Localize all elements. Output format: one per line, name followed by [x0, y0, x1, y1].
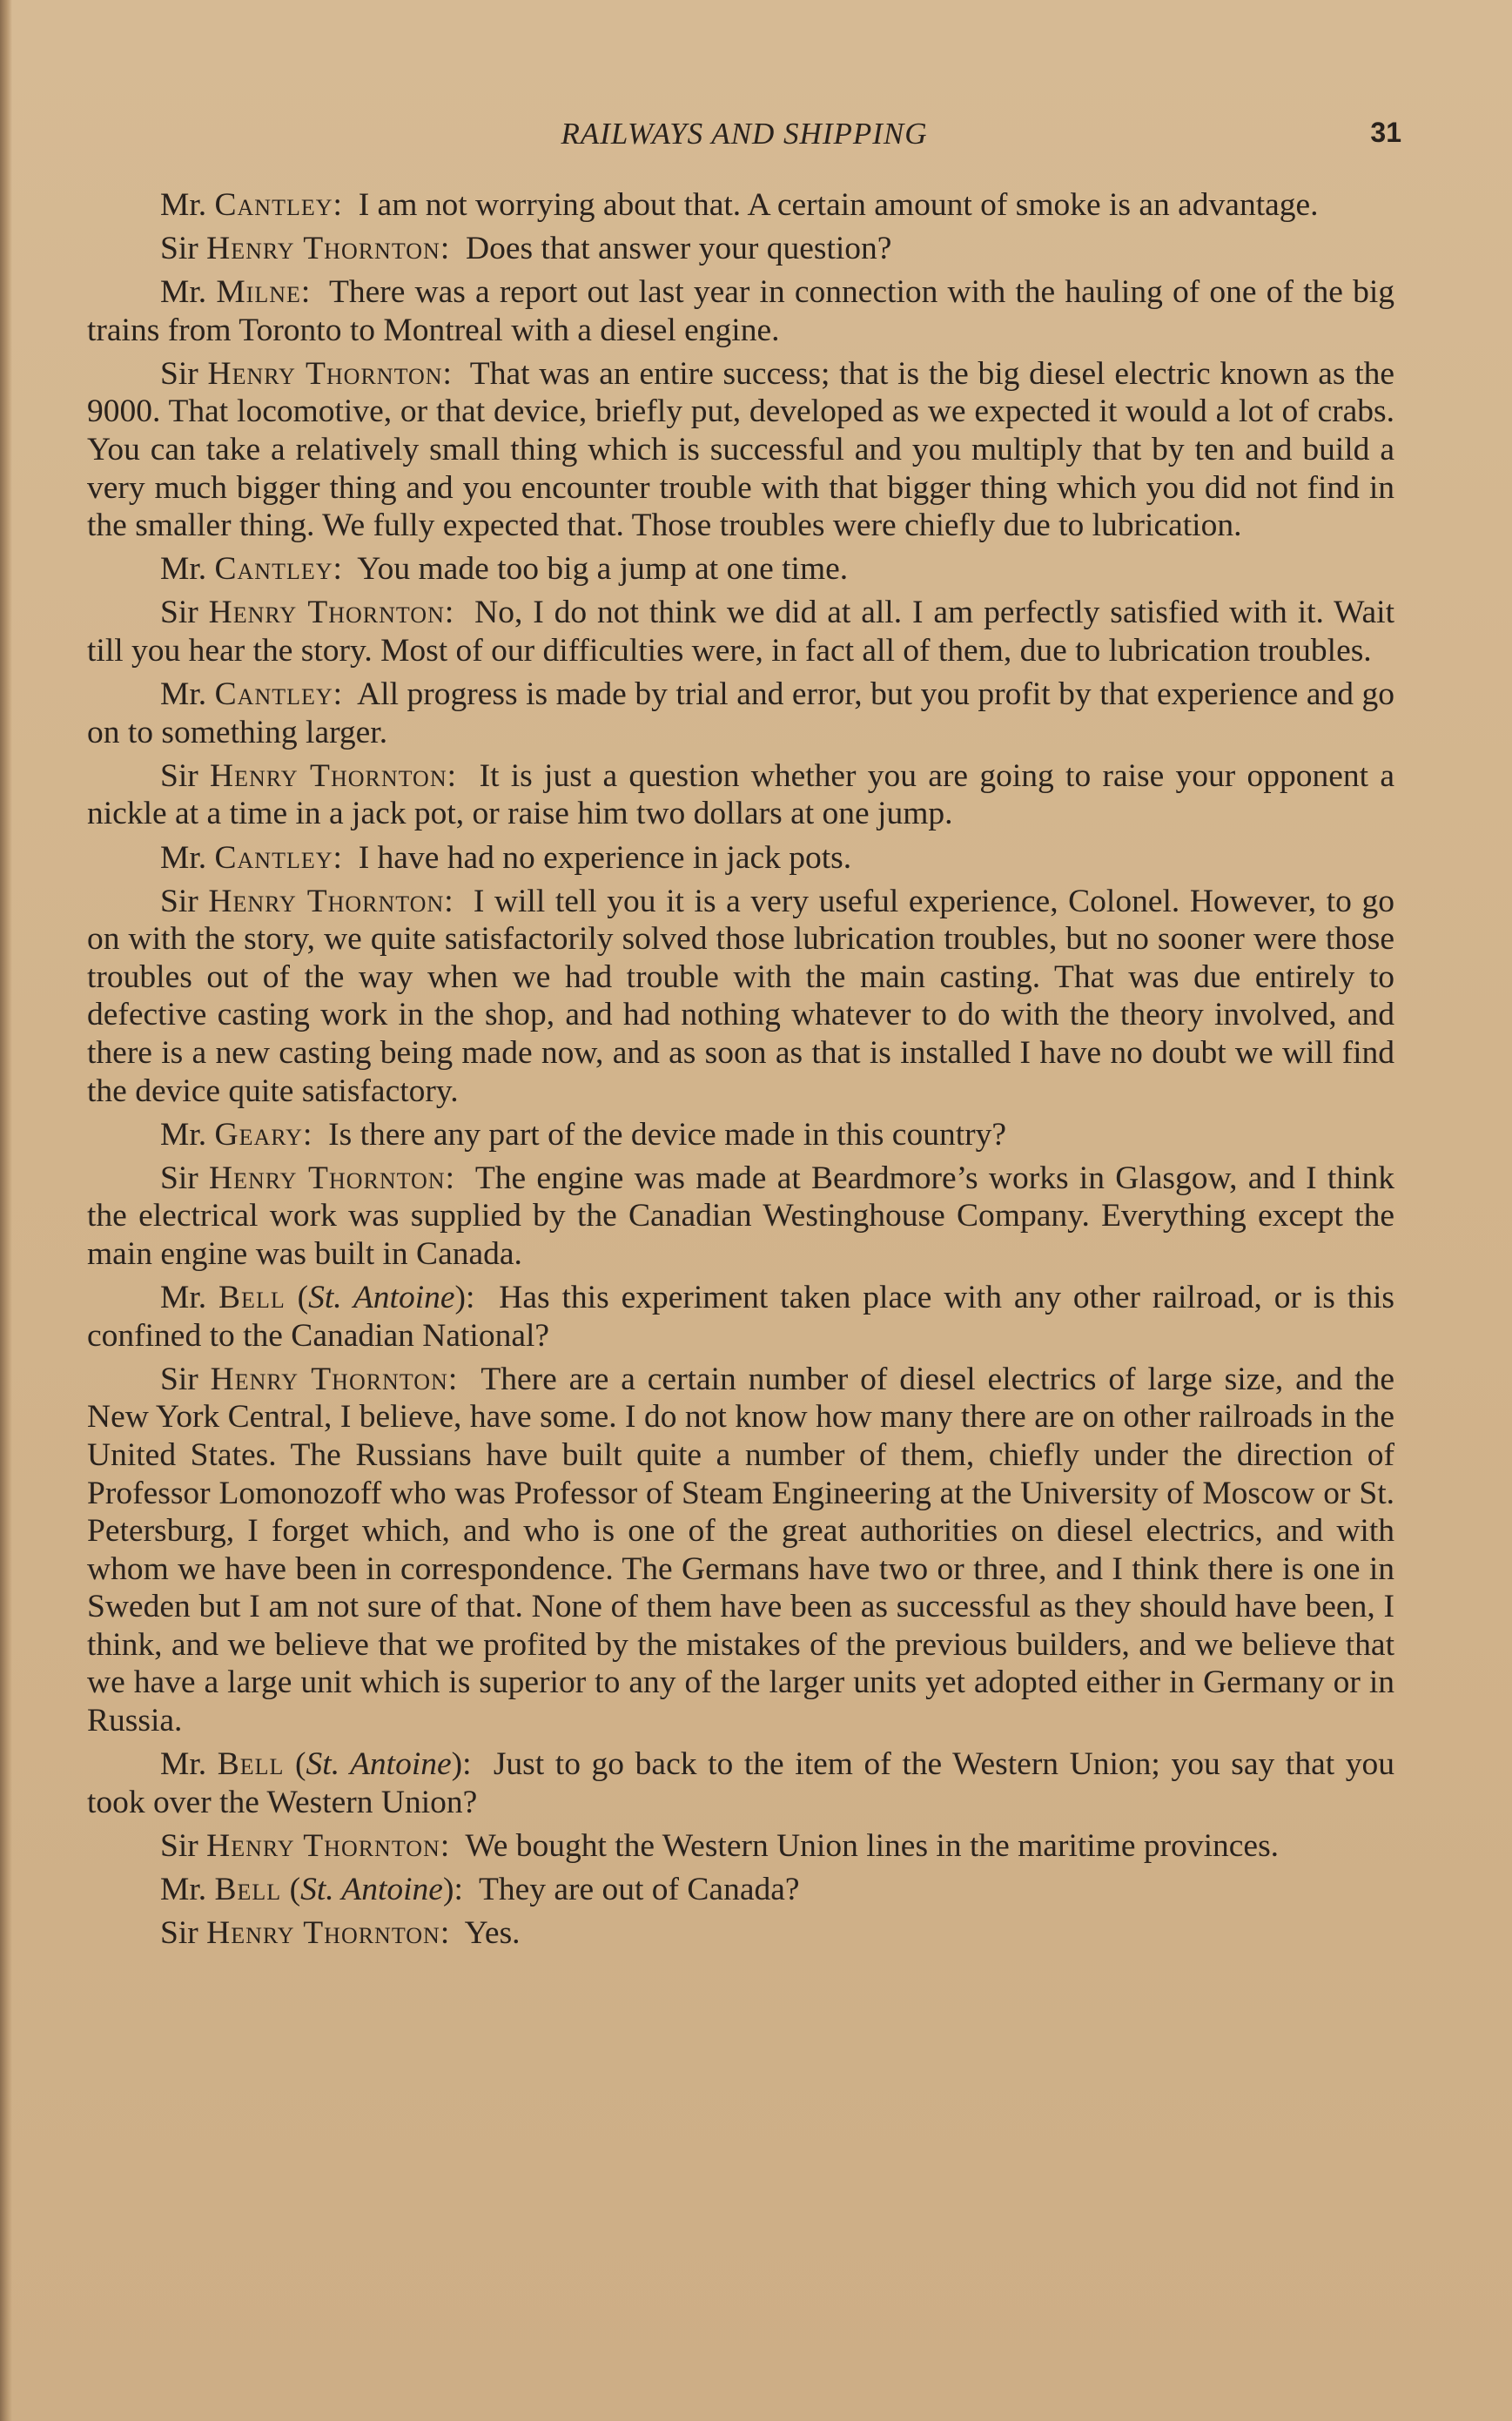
paragraph-text: I am not worrying about that. A certain amount of smoke is an advantage.: [358, 187, 1319, 223]
paragraph-text: All progress is made by trial and error, but you profit by that experience and go on to something larger.: [87, 676, 1395, 750]
speaker-title: Mr.: [160, 274, 207, 311]
speaker-name: Cantley: [214, 839, 333, 876]
transcript-paragraph: Mr. Milne: There was a report out last year in connection with the hauling of one of the big trains from Toronto to Montreal with a diesel engine.: [87, 274, 1395, 348]
speaker-name: Henry Thornton: [209, 1160, 446, 1196]
speaker-name: Henry Thornton: [208, 883, 445, 919]
speaker-name: Henry Thornton: [206, 1827, 440, 1864]
speaker-name: Bell: [214, 1871, 282, 1907]
speaker-title: Mr.: [160, 1746, 207, 1783]
speaker-title: Sir: [160, 1915, 198, 1952]
transcript-paragraph: Mr. Cantley: You made too big a jump at one time.: [160, 551, 849, 588]
transcript-paragraph: Mr. Bell (St. Antoine): Has this experiment taken place with any other railroad, or is this confined to the Canadian National?: [87, 1280, 1394, 1354]
speaker-title: Mr.: [160, 1280, 207, 1316]
speaker-title: Mr.: [160, 187, 207, 223]
transcript-paragraph: Sir Henry Thornton: Does that answer your question?: [160, 231, 892, 267]
transcript-paragraph: Sir Henry Thornton: It is just a question whether you are going to raise your opponent a nickle at a time in a jack pot, or raise him two dollars at one jump.: [87, 757, 1395, 832]
paragraph-text: The engine was made at Beardmore’s works in Glasgow, and I think the electrical work was supplied by the Canadian Westinghouse Company. Everything except the main engine was built in Canada.: [87, 1160, 1394, 1272]
paragraph-text: You made too big a jump at one time.: [357, 551, 849, 588]
speaker-name: Bell: [218, 1280, 286, 1316]
speaker-title: Sir: [160, 1361, 198, 1397]
paragraph-text: Just to go back to the item of the Western Union; you say that you took over the Western Union?: [87, 1746, 1395, 1820]
transcript-paragraph: Mr. Cantley: I have had no experience in jack pots.: [160, 839, 852, 876]
paragraph-text: It is just a question whether you are going to raise your opponent a nickle at a time in a jack pot, or raise him two dollars at one jump.: [87, 757, 1395, 832]
speaker-title: Mr.: [160, 676, 207, 713]
speaker-title: Sir: [160, 757, 198, 794]
transcript-paragraph: Sir Henry Thornton: Yes.: [160, 1915, 521, 1952]
speaker-name: Henry Thornton: [207, 355, 443, 392]
speaker-name: Milne: [216, 274, 301, 311]
transcript-paragraph: Sir Henry Thornton: The engine was made at Beardmore’s works in Glasgow, and I think the electrical work was supplied by the Canadian Westinghouse Company. Everything except the main engine was built in Canada.: [87, 1160, 1394, 1272]
transcript-paragraph: Sir Henry Thornton: That was an entire success; that is the big diesel electric known as the 9000. That locomotive, or that device, briefly put, developed as we expected it would a lot of crabs. You can take a relatively small thing which is successful and you multiply that by ten and build a very much bigger thing and you encounter trouble with that bigger thing which you did not find in the smaller thing. We fully expected that. Those troubles were chiefly due to lubrication.: [87, 355, 1395, 544]
speaker-title: Sir: [160, 231, 198, 267]
speaker-name: Cantley: [214, 676, 333, 713]
transcript-paragraph: Mr. Bell (St. Antoine): Just to go back to the item of the Western Union; you say that you took over the Western Union?: [87, 1746, 1395, 1820]
speaker-name: Henry Thornton: [210, 1361, 448, 1397]
page-binding-edge: [0, 0, 12, 2421]
page-header: [87, 117, 1401, 157]
transcript-paragraph: Sir Henry Thornton: No, I do not think we did at all. I am perfectly satisfied with it. Wait till you hear the story. Most of our difficulties were, in fact all of them, due to lubrication troubles.: [87, 595, 1395, 669]
speaker-name: Henry Thornton: [206, 1915, 440, 1952]
speaker-name: Geary: [214, 1116, 303, 1153]
speaker-title: Mr.: [160, 839, 207, 876]
paragraph-text: I have had no experience in jack pots.: [358, 839, 852, 876]
speaker-name: Henry Thornton: [206, 231, 440, 267]
transcript-paragraph: Mr. Bell (St. Antoine): They are out of Canada?: [160, 1871, 800, 1907]
speaker-name: Henry Thornton: [208, 595, 445, 631]
speaker-title: Sir: [160, 1160, 198, 1196]
paragraph-text: Has this experiment taken place with any other railroad, or is this confined to the Canadian National?: [87, 1280, 1394, 1354]
transcript-paragraph: Mr. Cantley: All progress is made by trial and error, but you profit by that experience and go on to something larger.: [87, 676, 1395, 750]
paragraph-text: No, I do not think we did at all. I am perfectly satisfied with it. Wait till you hear the story. Most of our difficulties were, in fact all of them, due to lubrication troubles.: [87, 595, 1395, 669]
speaker-title: Mr.: [160, 551, 207, 588]
paragraph-text: That was an entire success; that is the big diesel electric known as the 9000. That locomotive, or that device, briefly put, developed as we expected it would a lot of crabs. You can take a relatively small thing which is successful and you multiply that by ten and build a very much bigger thing and you encounter trouble with that bigger thing which you did not find in the smaller thing. We fully expected that. Those troubles were chiefly due to lubrication.: [87, 355, 1395, 544]
paragraph-text: Is there any part of the device made in this country?: [328, 1116, 1007, 1153]
speaker-title: Mr.: [160, 1871, 207, 1907]
speaker-riding: St. Antoine: [308, 1280, 455, 1316]
running-head: RAILWAYS AND SHIPPING: [561, 117, 928, 151]
paragraph-text: Does that answer your question?: [465, 231, 892, 267]
page-number: 31: [1370, 117, 1401, 148]
transcript-paragraph: Sir Henry Thornton: There are a certain number of diesel electrics of large size, and the New York Central, I believe, have some. I do not know how many there are on other railroads in the United States. The Russians have built quite a number of them, chiefly under the direction of Professor Lomonozoff who was Professor of Steam Engineering at the University of Moscow or St. Petersburg, I forget which, and who is one of the great authorities on diesel electrics, and with whom we have been in correspondence. The Germans have two or three, and I think there is one in Sweden but I am not sure of that. None of them have been as successful as they should have been, I think, and we believe that we profited by the mistakes of the previous builders, and we believe that we have a large unit which is superior to any of the larger units yet adopted either in Germany or in Russia.: [87, 1361, 1394, 1739]
paragraph-text: Yes.: [464, 1915, 521, 1952]
paragraph-text: There was a report out last year in connection with the hauling of one of the big trains from Toronto to Montreal with a diesel engine.: [87, 274, 1395, 348]
transcript-paragraph: Mr. Cantley: I am not worrying about that. A certain amount of smoke is an advantage.: [160, 187, 1319, 223]
paragraph-text: They are out of Canada?: [478, 1871, 800, 1907]
transcript-paragraph: Sir Henry Thornton: We bought the Western Union lines in the maritime provinces.: [160, 1827, 1280, 1864]
speaker-name: Bell: [217, 1746, 285, 1783]
speaker-title: Sir: [160, 595, 198, 631]
paragraph-text: There are a certain number of diesel electrics of large size, and the New York Central, I believe, have some. I do not know how many there are on other railroads in the United States. The Russians have built quite a number of them, chiefly under the direction of Professor Lomonozoff who was Professor of Steam Engineering at the University of Moscow or St. Petersburg, I forget which, and who is one of the great authorities on diesel electrics, and with whom we have been in correspondence. The Germans have two or three, and I think there is one in Sweden but I am not sure of that. None of them have been as successful as they should have been, I think, and we believe that we profited by the mistakes of the previous builders, and we believe that we have a large unit which is superior to any of the larger units yet adopted either in Germany or in Russia.: [87, 1361, 1394, 1739]
speaker-name: Cantley: [214, 551, 333, 588]
transcript-paragraph: Mr. Geary: Is there any part of the device made in this country?: [160, 1116, 1007, 1153]
speaker-title: Sir: [160, 355, 198, 392]
transcript-body: [87, 186, 1394, 1958]
speaker-title: Sir: [160, 883, 198, 919]
speaker-riding: St. Antoine: [306, 1746, 452, 1783]
speaker-title: Mr.: [160, 1116, 207, 1153]
speaker-title: Sir: [160, 1827, 198, 1864]
paragraph-text: We bought the Western Union lines in the maritime provinces.: [465, 1827, 1280, 1864]
transcript-paragraph: Sir Henry Thornton: I will tell you it is a very useful experience, Colonel. However, to go on with the story, we quite satisfactorily solved those lubrication troubles, but no sooner were those troubles out of the way when we had trouble with the main casting. That was due entirely to defective casting work in the shop, and had nothing whatever to do with the theory involved, and there is a new casting being made now, and as soon as that is installed I have no doubt we will find the device quite satisfactory.: [87, 883, 1395, 1109]
speaker-name: Henry Thornton: [210, 757, 447, 794]
speaker-riding: St. Antoine: [300, 1871, 443, 1907]
speaker-name: Cantley: [214, 187, 333, 223]
paragraph-text: I will tell you it is a very useful experience, Colonel. However, to go on with the story, we quite satisfactorily solved those lubrication troubles, but no sooner were those troubles out of the way when we had trouble with the main casting. That was due entirely to defective casting work in the shop, and had nothing whatever to do with the theory involved, and there is a new casting being made now, and as soon as that is installed I have no doubt we will find the device quite satisfactory.: [87, 883, 1395, 1109]
